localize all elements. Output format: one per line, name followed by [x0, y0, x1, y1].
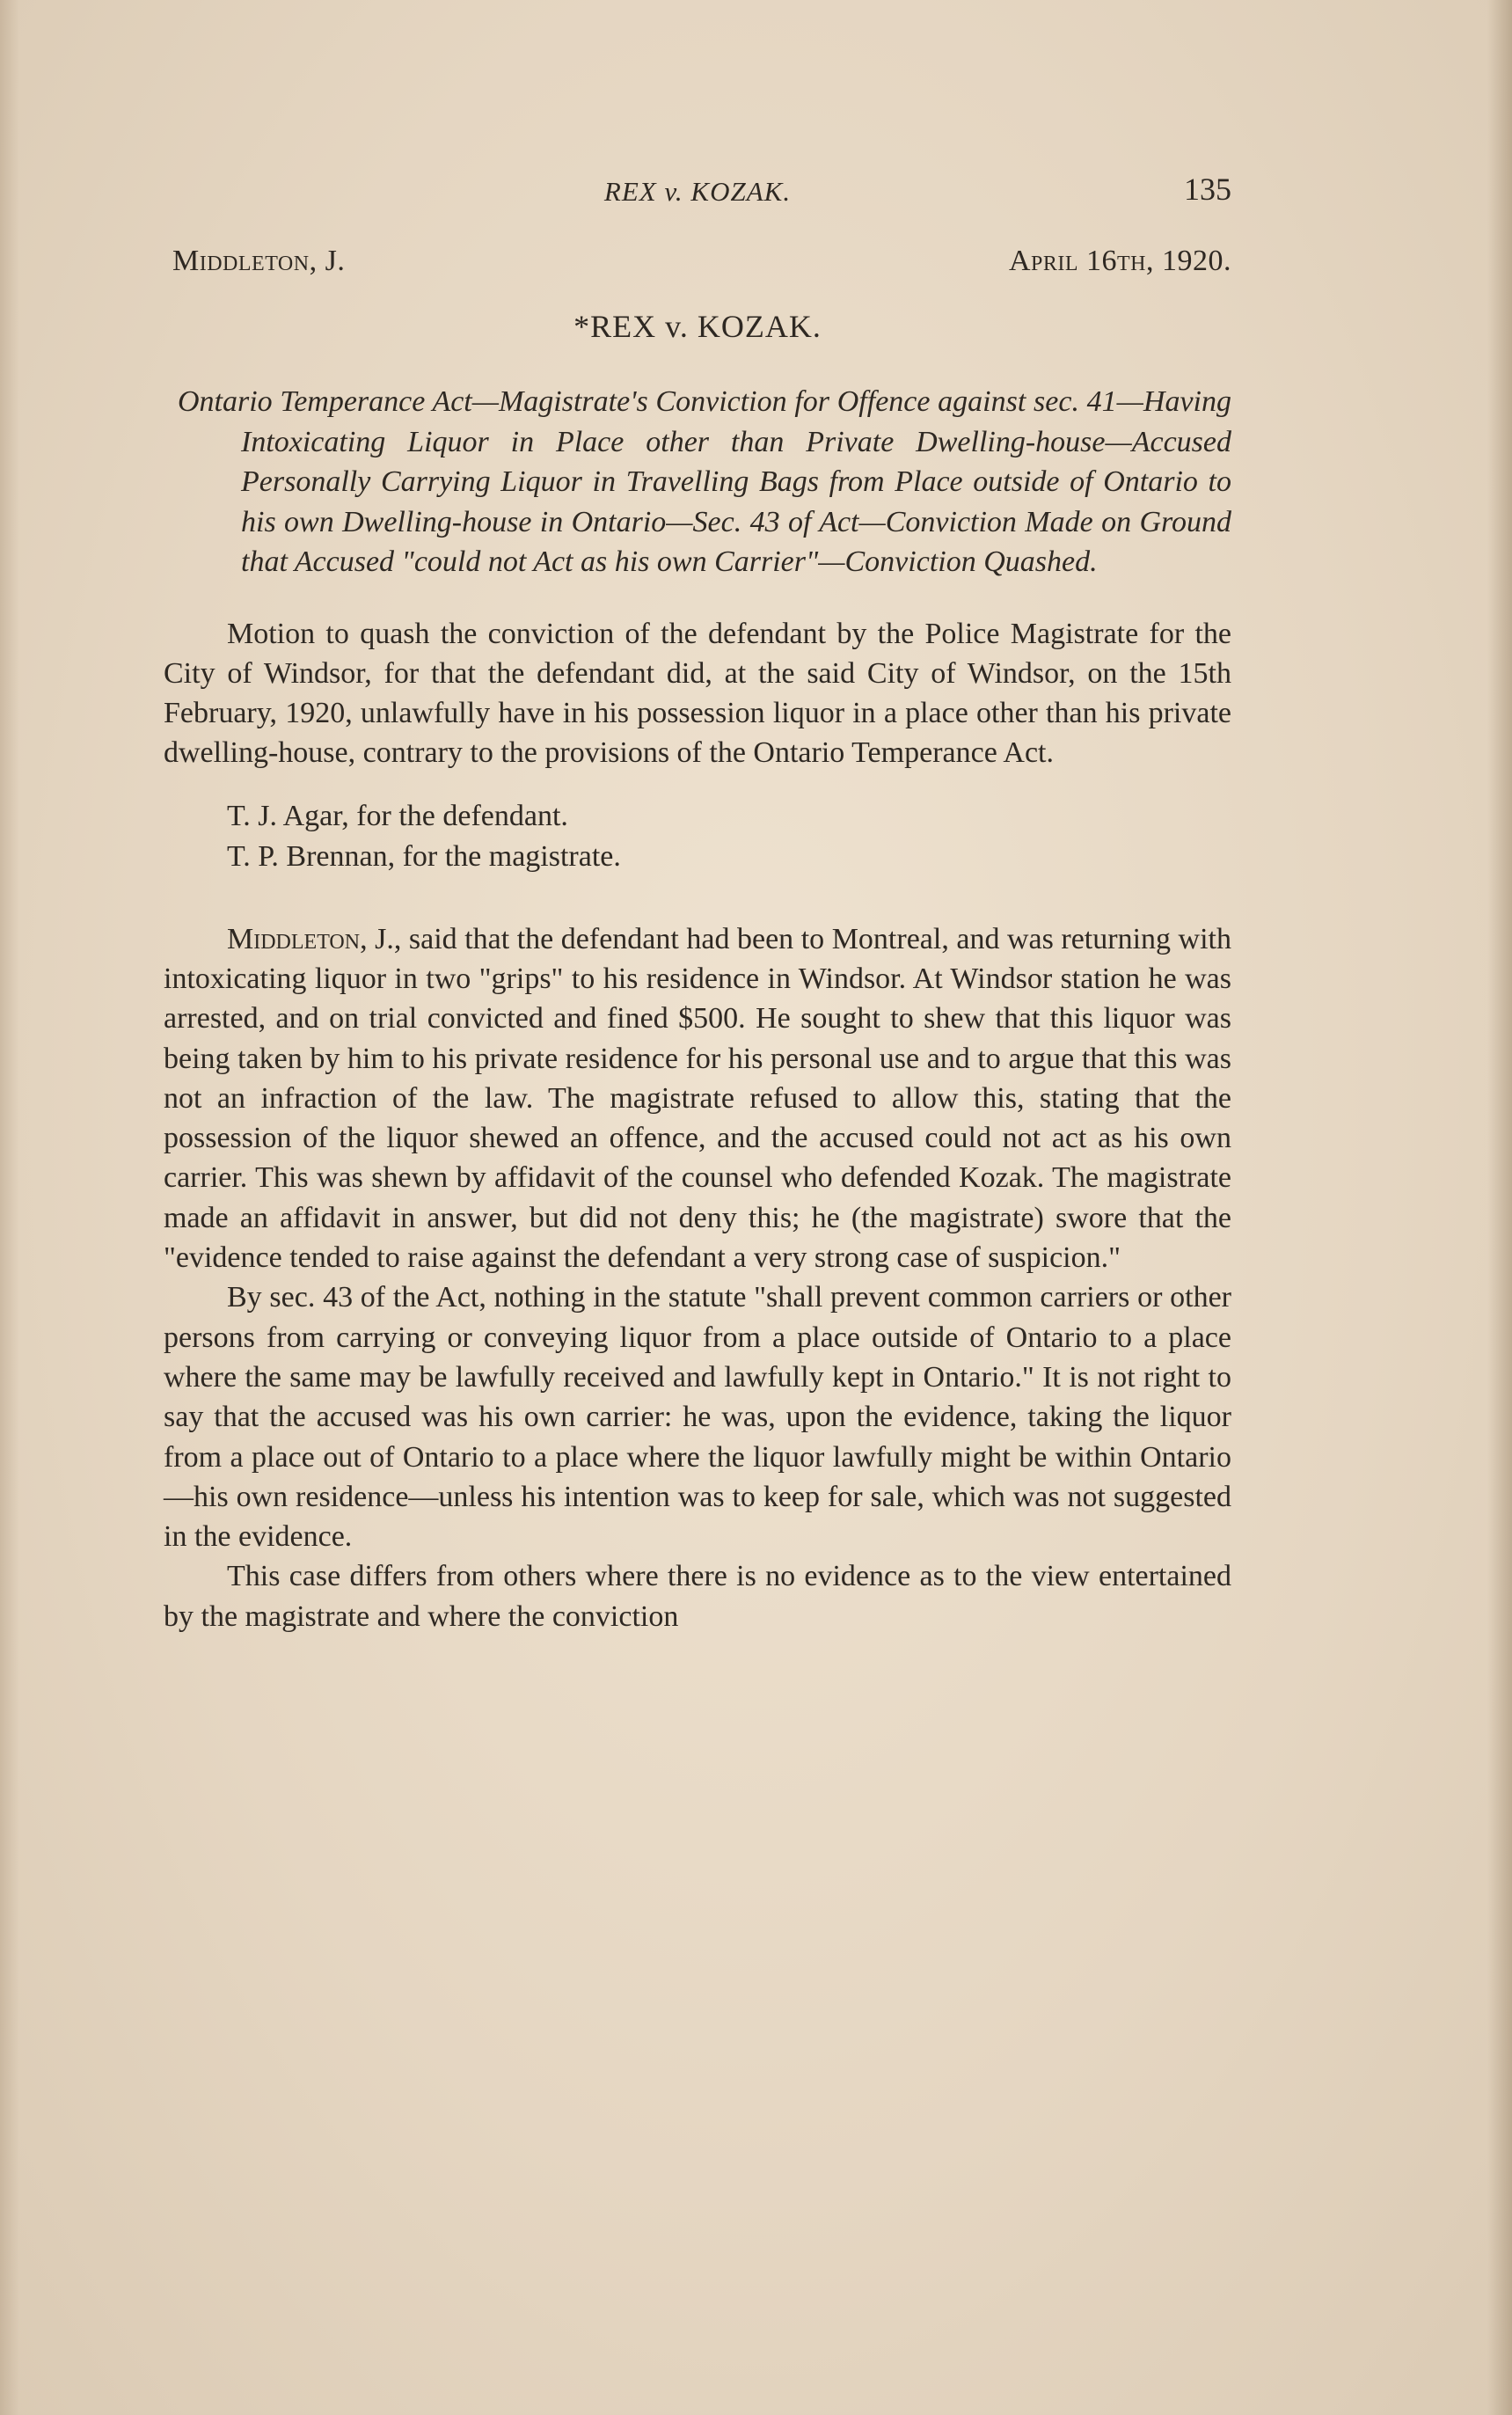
page-number: 135 [1184, 172, 1231, 207]
page-left-shadow [0, 0, 19, 2415]
counsel-defendant: T. J. Agar, for the defendant. [227, 799, 568, 832]
motion-paragraph: Motion to quash the conviction of the defendant by the Police Magistrate for the City of Windsor, for that the defendant did, at the said City of Windsor, on the 15th February, 1920, unlawfully have in his possession liquor in a place other than his private dwelling-house, contrary to the provisions of the Ontario Temperance Act. [164, 617, 1231, 770]
running-title: REX v. KOZAK. [603, 176, 792, 207]
judgment-paragraph-3: This case differs from others where there is no evidence as to the view entertained by the magistrate and where the conviction [164, 1560, 1231, 1633]
judgment-paragraph-1-text: , said that the defendant had been to Montreal, and was returning with intoxicating liquor in two "grips" to his residence in Windsor. At Windsor station he was arrested, and on trial convicted and fined $500. He sought to shew that this liquor was being taken by him to his private residence for his personal use and to argue that this was not an infraction of the law. The magistrate refused to allow this, stating that the possession of the liquor shewed an offence, and the accused could not act as his own carrier. This was shewn by affidavit of the counsel who defended Kozak. The magistrate made an affidavit in answer, but did not deny this; he (the magistrate) swore that the "evidence tended to raise against the defendant a very strong case of suspicion." [164, 922, 1231, 1275]
text-block [164, 167, 1231, 1636]
headnote: Ontario Temperance Act—Magistrate's Conviction for Offence against sec. 41—Having Intoxicating Liquor in Place other than Private Dwelling-house—Accused Personally Carrying Liquor in Travelling Bags from Place outside of Ontario to his own Dwelling-house in Ontario—Sec. 43 of Act—Conviction Made on Ground that Accused "could not Act as his own Carrier"—Conviction Quashed. [178, 385, 1231, 578]
case-title: *REX v. KOZAK. [573, 309, 822, 344]
decision-date: April 16th, 1920. [1008, 245, 1231, 277]
counsel-magistrate: T. P. Brennan, for the magistrate. [227, 839, 621, 873]
judge-name: Middleton, J. [172, 245, 346, 277]
judgment-paragraph-1 [164, 919, 1231, 1278]
running-head [164, 167, 1231, 229]
judgment-paragraph-2: By sec. 43 of the Act, nothing in the statute "shall prevent common carriers or other persons from carrying or conveying liquor from a place outside of Ontario to a place where the same may be lawfully received and lawfully kept in Ontario." It is not right to say that the accused was his own carrier: he was, upon the evidence, taking the liquor from a place out of Ontario to a place where the liquor lawfully might be within Ontario—his own residence—unless his intention was to keep for sale, which was not suggested in the evidence. [164, 1281, 1231, 1554]
judgment-judge-name: Middleton, J. [227, 922, 394, 955]
counsel-list [227, 796, 1231, 877]
page-right-shadow [1487, 0, 1512, 2415]
case-info-line [164, 229, 1231, 290]
